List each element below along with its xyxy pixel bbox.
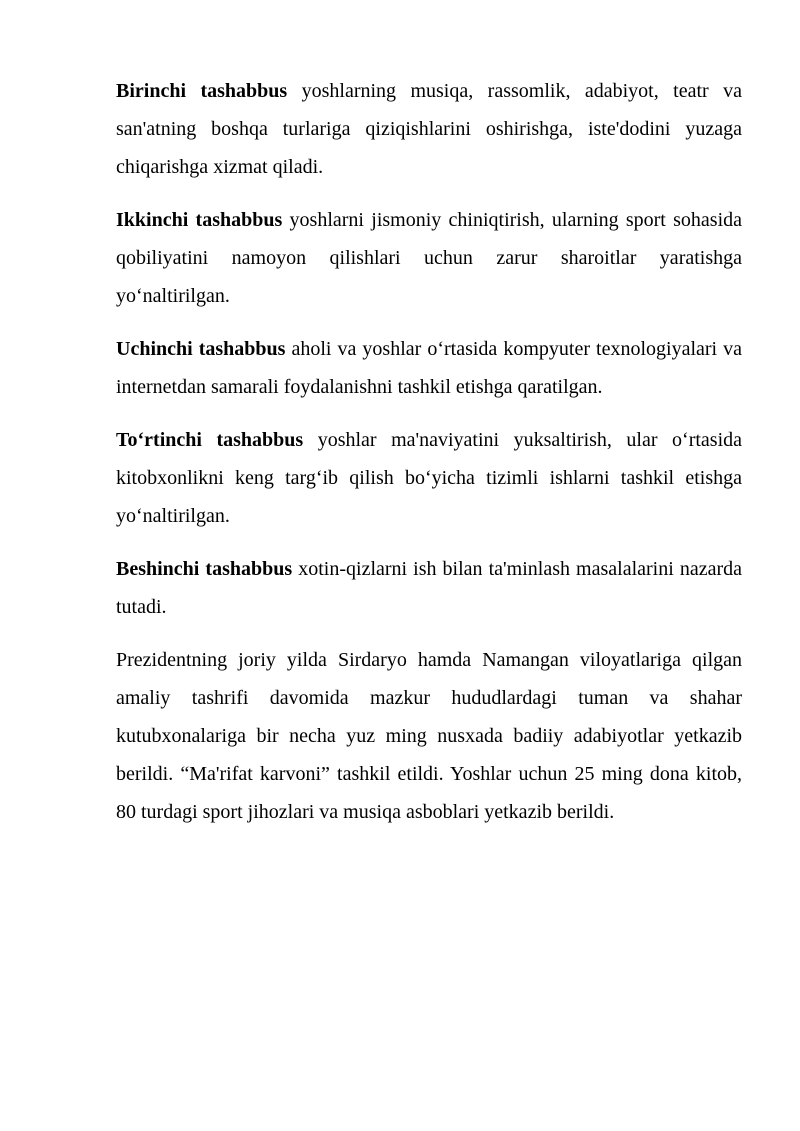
- paragraph-text: Prezidentning joriy yilda Sirdaryo hamda Namangan viloyatlariga qilgan amaliy tashrifi davomida mazkur hududlardagi tuman va shahar kutubxonalariga bir necha yuz ming nusxada badiiy adabiyotlar yetkazib berildi. “Ma'rifat karvoni” tashkil etildi. Yoshlar uchun 25 ming dona kitob, 80 turdagi sport jihozlari va musiqa asboblari yetkazib berildi.: [116, 649, 742, 823]
- paragraph-lead: Ikkinchi tashabbus: [116, 209, 283, 231]
- paragraph-lead: Beshinchi tashabbus: [116, 558, 293, 580]
- paragraph-initiative-4: [116, 421, 742, 535]
- paragraph-lead: Birinchi tashabbus: [116, 80, 288, 102]
- paragraph-text: yoshlarning musiqa, rassomlik, adabiyot, teatr va san'atning boshqa turlariga qiziqishlarini oshirishga, iste'dodini yuzaga chiqarishga xizmat qiladi.: [116, 80, 743, 178]
- paragraph-president-visit: [116, 641, 742, 831]
- paragraph-text: xotin-qizlarni ish bilan ta'minlash masalalarini nazarda tutadi.: [116, 558, 743, 618]
- paragraph-text: yoshlarni jismoniy chiniqtirish, ularning sport sohasida qobiliyatini namoyon qilishlari uchun zarur sharoitlar yaratishga yo‘naltirilgan.: [116, 209, 743, 307]
- paragraph-initiative-2: [116, 201, 742, 315]
- paragraph-initiative-5: [116, 550, 742, 626]
- paragraph-text: aholi va yoshlar o‘rtasida kompyuter texnologiyalari va internetdan samarali foydalanishni tashkil etishga qaratilgan.: [116, 338, 742, 398]
- paragraph-lead: To‘rtinchi tashabbus: [116, 429, 304, 451]
- paragraph-initiative-3: [116, 330, 742, 406]
- document-page: [116, 72, 742, 846]
- paragraph-initiative-1: [116, 72, 742, 186]
- paragraph-text: yoshlar ma'naviyatini yuksaltirish, ular o‘rtasida kitobxonlikni keng targ‘ib qilish bo‘yicha tizimli ishlarni tashkil etishga yo‘naltirilgan.: [116, 429, 743, 527]
- paragraph-lead: Uchinchi tashabbus: [116, 338, 286, 360]
